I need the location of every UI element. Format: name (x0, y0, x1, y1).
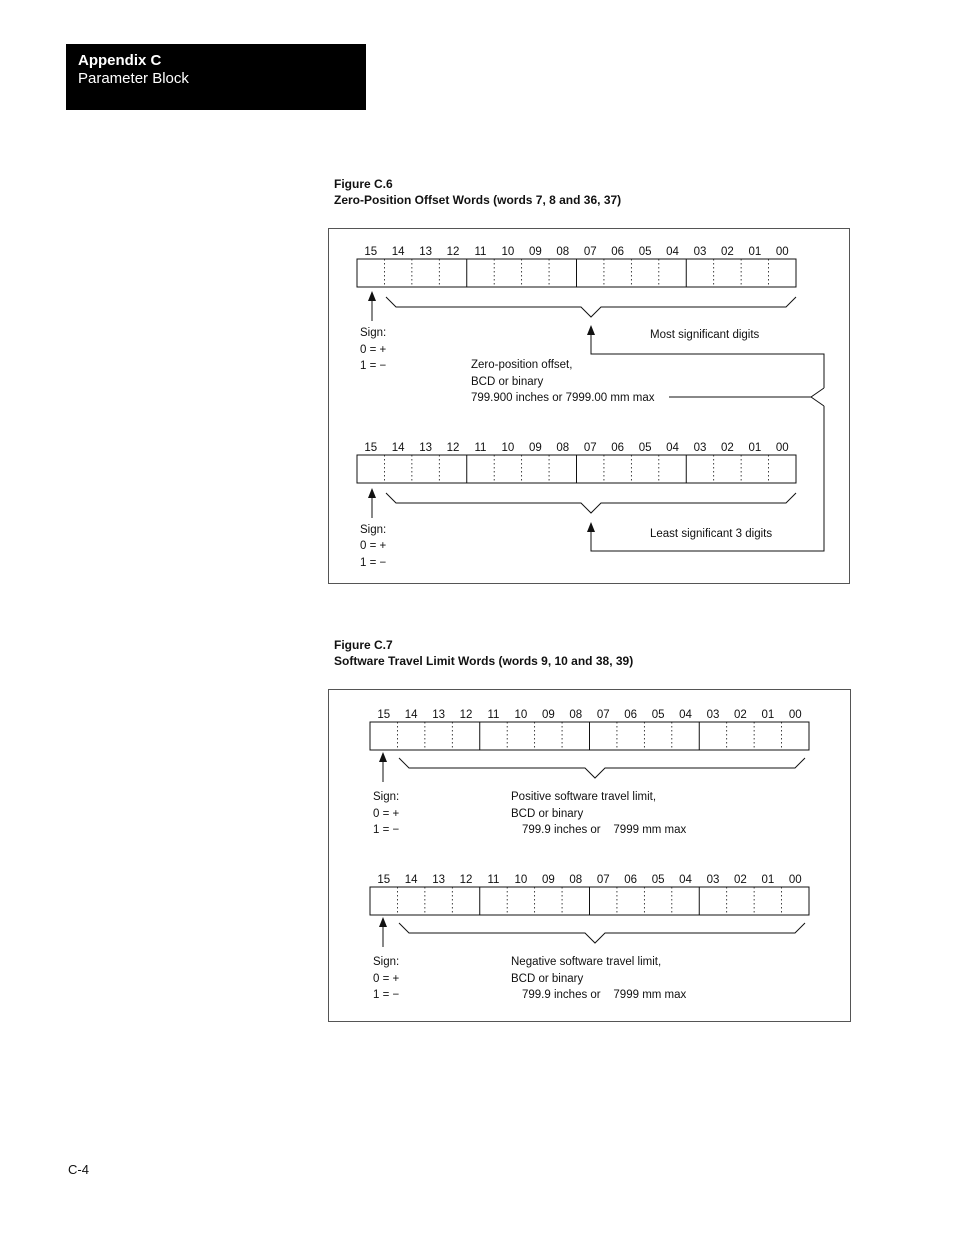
negative-limit-line-2: BCD or binary (511, 973, 584, 985)
figure-c7-svg (329, 690, 850, 1021)
negative-limit-line-1: Negative software travel limit, (511, 956, 662, 968)
bit-number-label: 11 (487, 709, 500, 721)
bit-number-label: 05 (638, 246, 652, 258)
sign-arrow-word-2 (368, 488, 376, 518)
description-line-2: BCD or binary (471, 376, 544, 388)
bit-number-label: 00 (788, 709, 802, 721)
bit-number-label: 01 (748, 246, 762, 258)
bit-number-label: 00 (775, 246, 789, 258)
bit-number-label: 11 (474, 246, 487, 258)
brace-word-1 (386, 297, 796, 317)
bit-number-label: 14 (391, 442, 405, 454)
sign-zero: 0 = + (373, 808, 400, 820)
bit-number-label: 10 (501, 246, 515, 258)
sign-one: 1 = − (373, 824, 400, 836)
bit-number-label: 01 (761, 709, 775, 721)
bit-number-label: 13 (419, 246, 432, 258)
least-significant-label: Least significant 3 digits (650, 528, 773, 540)
positive-limit-line-2: BCD or binary (511, 808, 584, 820)
bit-number-label: 02 (721, 246, 734, 258)
bit-number-label: 07 (596, 874, 610, 886)
bit-number-label: 09 (528, 246, 542, 258)
bit-number-label: 01 (761, 874, 775, 886)
bit-number-label: 06 (624, 874, 638, 886)
positive-limit-line-1: Positive software travel limit, (511, 791, 657, 803)
figure-c6-label: Figure C.6 (334, 177, 393, 191)
bit-number-label: 09 (541, 874, 555, 886)
bit-number-label: 06 (611, 442, 625, 454)
bit-number-label: 15 (377, 709, 391, 721)
most-significant-label: Most significant digits (650, 329, 760, 341)
sign-label: Sign: (360, 524, 387, 536)
bit-number-label: 14 (391, 246, 405, 258)
sign-one: 1 = − (373, 989, 400, 1001)
bit-number-label: 01 (748, 442, 762, 454)
sign-one: 1 = − (360, 557, 387, 569)
bit-number-label: 15 (364, 442, 378, 454)
bit-number-label: 12 (459, 874, 473, 886)
sign-arrow-positive (379, 752, 387, 782)
bit-number-label: 03 (693, 442, 707, 454)
figure-c6-caption (334, 176, 621, 208)
appendix-subtitle: Parameter Block (78, 70, 189, 87)
bit-number-label: 05 (638, 442, 652, 454)
sign-arrow-word-1 (368, 291, 376, 321)
description-line-3: 799.900 inches or 7999.00 mm max (471, 392, 655, 404)
appendix-header (66, 44, 366, 110)
figure-c7-diagram (328, 689, 851, 1022)
bit-number-label: 10 (514, 709, 528, 721)
bit-number-label: 05 (651, 709, 665, 721)
bit-number-label: 04 (679, 874, 692, 886)
bit-number-label: 06 (611, 246, 625, 258)
figure-c7-label: Figure C.7 (334, 638, 393, 652)
figure-c6-diagram (328, 228, 850, 584)
bit-number-label: 04 (679, 709, 692, 721)
bit-number-label: 04 (666, 246, 679, 258)
bit-number-label: 02 (734, 874, 747, 886)
brace-word-2 (386, 493, 796, 513)
figure-c7-caption (334, 637, 633, 669)
bit-number-label: 08 (556, 442, 570, 454)
word-1-register (357, 246, 796, 287)
appendix-title: Appendix C (78, 52, 162, 69)
bit-number-label: 07 (583, 442, 597, 454)
positive-limit-line-3: 799.9 inches or 7999 mm max (522, 824, 687, 836)
sign-label: Sign: (373, 956, 400, 968)
negative-limit-register (370, 874, 809, 915)
bit-number-label: 05 (651, 874, 665, 886)
sign-label: Sign: (360, 327, 387, 339)
sign-zero: 0 = + (373, 973, 400, 985)
figure-c6-svg (329, 229, 849, 583)
brace-positive (399, 758, 805, 778)
bit-number-label: 12 (446, 442, 460, 454)
bit-number-label: 13 (432, 709, 445, 721)
sign-arrow-negative (379, 917, 387, 947)
brace-negative (399, 923, 805, 943)
bit-number-label: 13 (419, 442, 432, 454)
bit-number-label: 08 (556, 246, 570, 258)
bit-number-label: 03 (693, 246, 707, 258)
bit-number-label: 09 (541, 709, 555, 721)
bit-number-label: 14 (404, 709, 418, 721)
figure-c7-title: Software Travel Limit Words (words 9, 10 and 38, 39) (334, 654, 634, 668)
page-number: C-4 (68, 1162, 89, 1177)
bit-number-label: 00 (788, 874, 802, 886)
bit-number-label: 02 (721, 442, 734, 454)
bit-number-label: 15 (364, 246, 378, 258)
bit-number-label: 08 (569, 709, 583, 721)
figure-c6-title: Zero-Position Offset Words (words 7, 8 and 36, 37) (334, 193, 622, 207)
bit-number-label: 00 (775, 442, 789, 454)
bit-number-label: 10 (514, 874, 528, 886)
negative-limit-line-3: 799.9 inches or 7999 mm max (522, 989, 687, 1001)
bit-number-label: 10 (501, 442, 515, 454)
bit-number-label: 02 (734, 709, 747, 721)
bit-number-label: 15 (377, 874, 391, 886)
sign-zero: 0 = + (360, 344, 387, 356)
sign-label: Sign: (373, 791, 400, 803)
positive-limit-register (370, 709, 809, 750)
sign-zero: 0 = + (360, 540, 387, 552)
bit-number-label: 07 (583, 246, 597, 258)
bit-number-label: 04 (666, 442, 679, 454)
bit-number-label: 03 (706, 874, 720, 886)
description-pointer-lower (811, 397, 824, 406)
bit-number-label: 12 (446, 246, 460, 258)
bit-number-label: 08 (569, 874, 583, 886)
bit-number-label: 03 (706, 709, 720, 721)
bit-number-label: 12 (459, 709, 473, 721)
description-pointer (669, 388, 824, 397)
bit-number-label: 11 (474, 442, 487, 454)
bit-number-label: 11 (487, 874, 500, 886)
bit-number-label: 14 (404, 874, 418, 886)
word-2-register (357, 442, 796, 483)
sign-one: 1 = − (360, 360, 387, 372)
bit-number-label: 07 (596, 709, 610, 721)
bit-number-label: 09 (528, 442, 542, 454)
bit-number-label: 13 (432, 874, 445, 886)
bit-number-label: 06 (624, 709, 638, 721)
description-line-1: Zero-position offset, (471, 359, 573, 371)
